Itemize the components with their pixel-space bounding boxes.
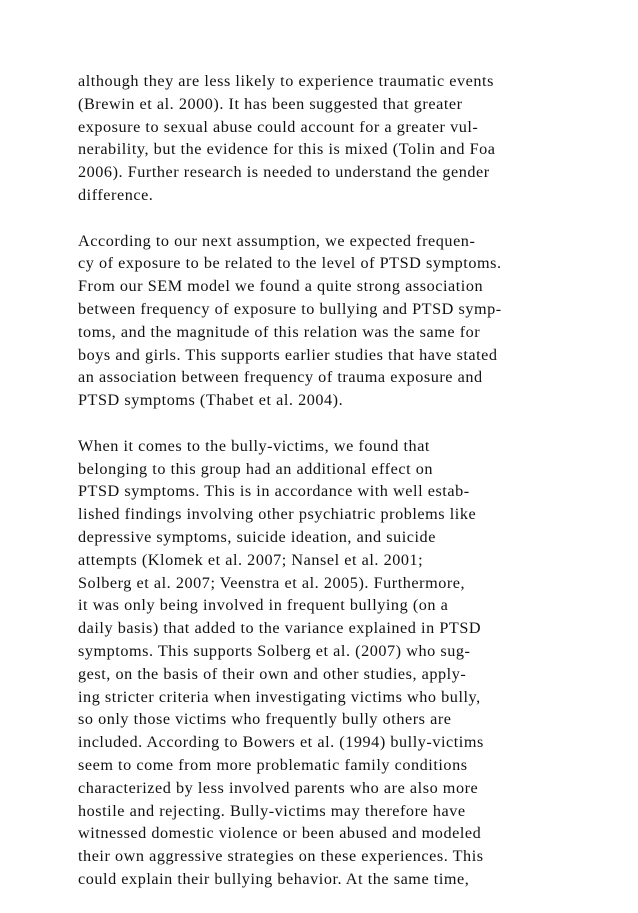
text-line: (Brewin et al. 2000). It has been suggested that greater: [78, 94, 463, 113]
paragraph-gender-difference: [78, 70, 578, 207]
text-line: attempts (Klomek et al. 2007; Nansel et al. 2001;: [78, 550, 424, 569]
text-line: daily basis) that added to the variance explained in PTSD: [78, 619, 482, 638]
text-line: exposure to sexual abuse could account for a greater vul-: [78, 117, 479, 136]
text-line: symptoms. This supports Solberg et al. (2007) who sug-: [78, 641, 471, 660]
text-line: Solberg et al. 2007; Veenstra et al. 2005). Furthermore,: [78, 573, 466, 592]
paragraph-bully-victims: [78, 435, 578, 891]
text-line: ing stricter criteria when investigating victims who bully,: [78, 687, 481, 706]
text-line: lished findings involving other psychiatric problems like: [78, 505, 477, 524]
text-line: witnessed domestic violence or been abused and modeled: [78, 824, 482, 843]
paragraph-frequency-exposure: [78, 230, 578, 412]
text-line: belonging to this group had an additional effect on: [78, 459, 434, 478]
text-line: hostile and rejecting. Bully-victims may therefore have: [78, 801, 466, 820]
text-line: toms, and the magnitude of this relation was the same for: [78, 322, 481, 341]
text-line: PTSD symptoms (Thabet et al. 2004).: [78, 391, 344, 410]
text-line: so only those victims who frequently bully others are: [78, 710, 452, 729]
text-line: gest, on the basis of their own and other studies, apply-: [78, 664, 467, 683]
text-line: depressive symptoms, suicide ideation, and suicide: [78, 527, 436, 546]
text-line: According to our next assumption, we expected frequen-: [78, 231, 476, 250]
text-line: between frequency of exposure to bullying and PTSD symp-: [78, 299, 502, 318]
text-line: boys and girls. This supports earlier studies that have stated: [78, 345, 498, 364]
text-line: seem to come from more problematic family conditions: [78, 755, 468, 774]
text-line: PTSD symptoms. This is in accordance with well estab-: [78, 482, 470, 501]
text-line: included. According to Bowers et al. (1994) bully-victims: [78, 733, 484, 752]
text-line: characterized by less involved parents who are also more: [78, 778, 479, 797]
text-line: an association between frequency of trauma exposure and: [78, 368, 483, 387]
text-line: it was only being involved in frequent bullying (on a: [78, 596, 449, 615]
text-line: 2006). Further research is needed to understand the gender: [78, 163, 490, 182]
text-line: From our SEM model we found a quite strong association: [78, 277, 484, 296]
text-line: difference.: [78, 185, 154, 204]
text-line: When it comes to the bully-victims, we found that: [78, 436, 430, 455]
text-line: their own aggressive strategies on these experiences. This: [78, 847, 484, 866]
text-line: although they are less likely to experience traumatic events: [78, 72, 494, 90]
body-text: [78, 70, 578, 913]
text-line: cy of exposure to be related to the level of PTSD symptoms.: [78, 254, 502, 273]
text-line: could explain their bullying behavior. At the same time,: [78, 869, 470, 888]
text-line: nerability, but the evidence for this is mixed (Tolin and Foa: [78, 140, 496, 159]
